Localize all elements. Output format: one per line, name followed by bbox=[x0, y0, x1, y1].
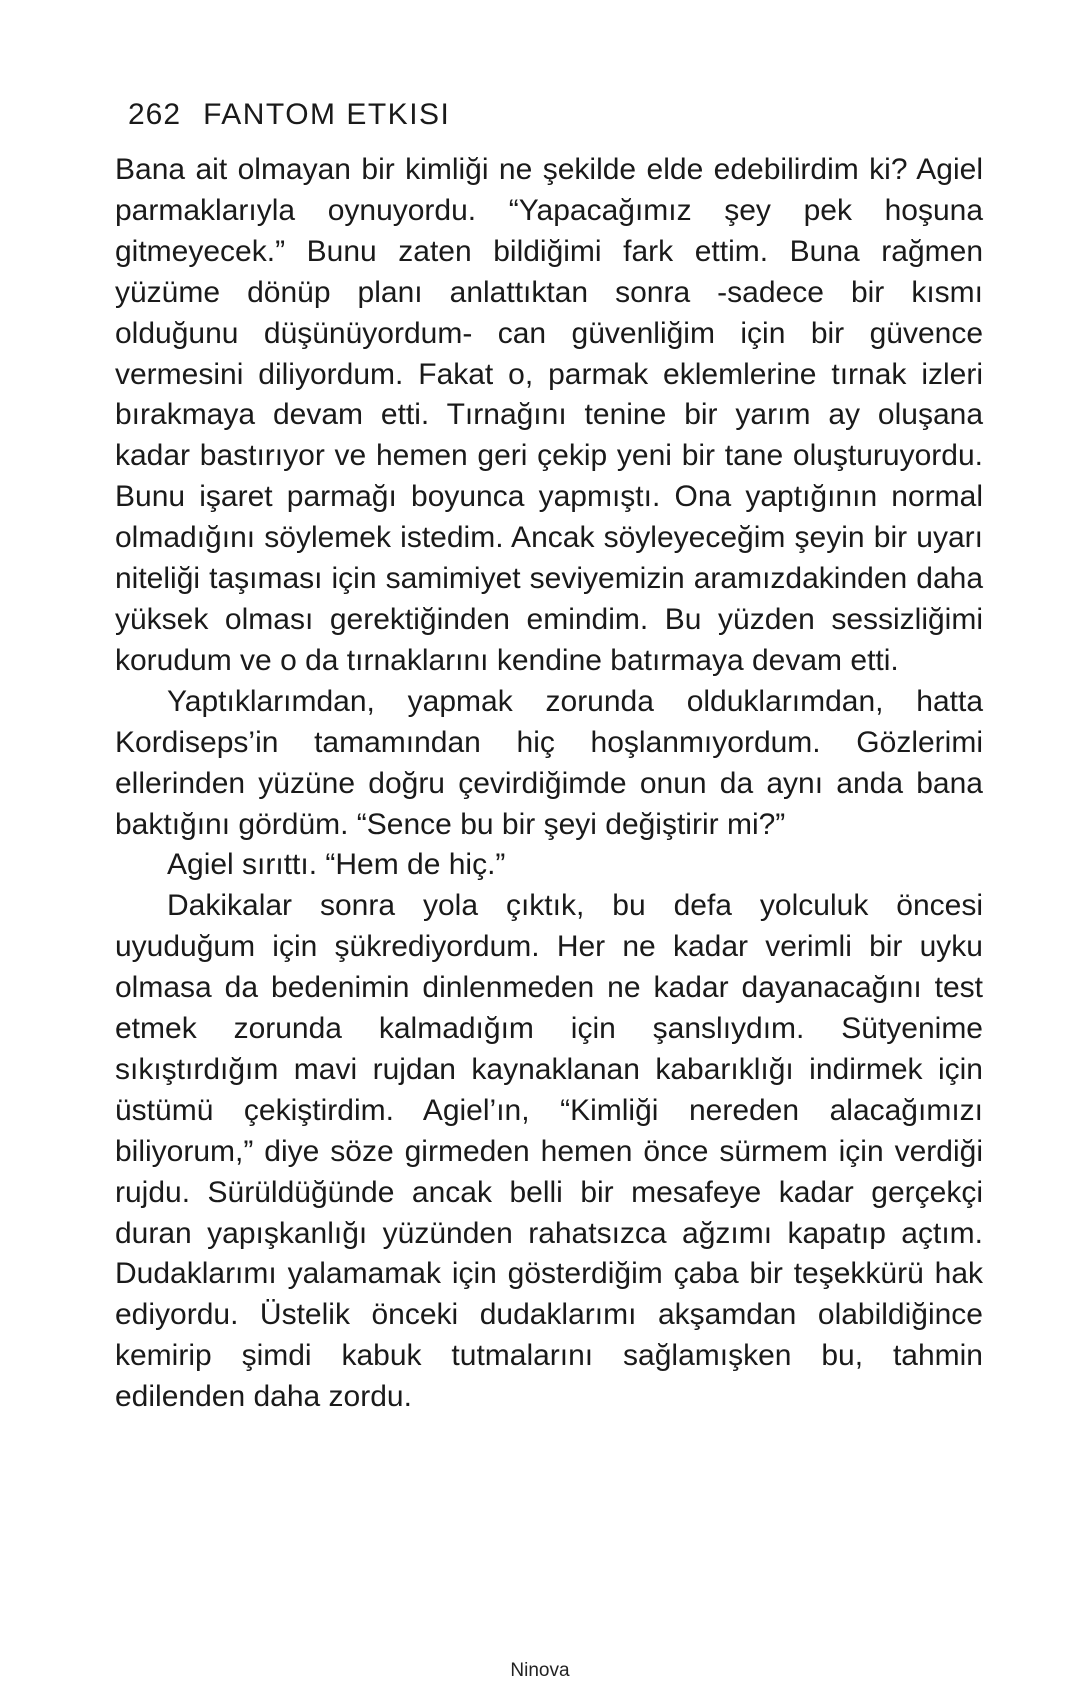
body-text bbox=[115, 150, 983, 1418]
publisher-name: Ninova bbox=[510, 1660, 570, 1681]
paragraph: Yaptıklarımdan, yapmak zorunda olduklarımdan, hatta Kordiseps’in tamamından hiç hoşlanmıyordum. Gözlerimi ellerinden yüzüne doğru çevirdiğimde onun da aynı anda bana baktığını gördüm. “Sence bu bir şeyi değiştirir mi?” bbox=[115, 684, 983, 841]
paragraph: Bana ait olmayan bir kimliği ne şekilde elde edebilirdim ki? Agiel parmaklarıyla oynuyordu. “Yapacağımız şey pek hoşuna gitmeyecek.” Bunu zaten bildiğimi fark ettim. Buna rağmen yüzüme dönüp planı anlattıktan sonra -sadece bir kısmı olduğunu düşünüyordum- can güvenliğim için bir güvence vermesini diliyordum. Fakat o, parmak eklemlerine tırnak izleri bırakmaya devam etti. Tırnağını tenine bir yarım ay oluşana kadar bastırıyor ve hemen geri çekip yeni bir tane oluşturuyordu. Bunu işaret parmağı boyunca yapmıştı. Ona yaptığının normal olmadığını söylemek istedim. Ancak söyleyeceğim şeyin bir uyarı niteliği taşıması için samimiyet seviyemizin aramızdakinden daha yüksek olması gerektiğinden emindim. Bu yüzden sessizliğimi korudum ve o da tırnaklarını kendine batırmaya devam etti. bbox=[115, 153, 983, 677]
paragraph: Agiel sırıttı. “Hem de hiç.” bbox=[167, 848, 506, 882]
book-title: FANTOM ETKISI bbox=[203, 98, 451, 131]
paragraph: Dakikalar sonra yola çıktık, bu defa yolculuk öncesi uyuduğum için şükrediyordum. Her ne kadar verimli bir uyku olmasa da bedenimin dinlenmeden ne kadar dayanacağını test etmek zorunda kalmadığım için şanslıydım. Sütyenime sıkıştırdığım mavi rujdan kaynaklanan kabarıklığı indirmek için üstümü çekiştirdim. Agiel’ın, “Kimliği nereden alacağımızı biliyorum,” diye söze girmeden hemen önce sürmem için verdiği rujdu. Sürüldüğünde ancak belli bir mesafeye kadar gerçekçi duran yapışkanlığı yüzünden rahatsızca ağzımı kapatıp açtım. Dudaklarımı yalamamak için gösterdiğim çaba bir teşekkürü hak ediyordu. Üstelik önceki dudaklarımı akşamdan olabildiğince kemirip şimdi kabuk tutmalarını sağlamışken bu, tahmin edilenden daha zordu. bbox=[115, 889, 983, 1414]
page-number: 262 bbox=[128, 98, 182, 131]
running-header bbox=[128, 98, 450, 132]
